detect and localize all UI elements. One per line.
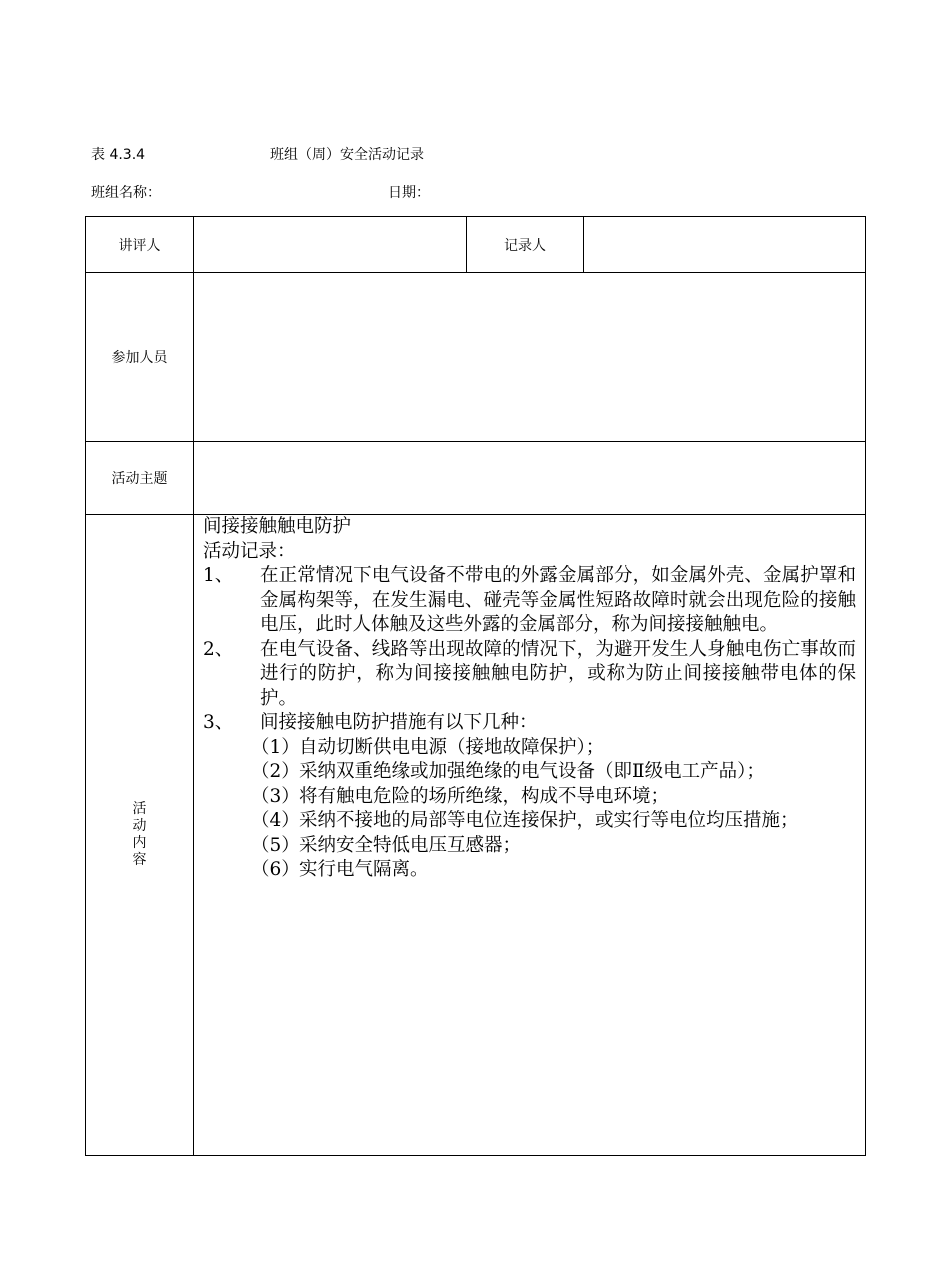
list-item-number: 1、 <box>203 565 234 586</box>
content-label-cell <box>86 515 194 1156</box>
list-item <box>203 564 856 638</box>
topic-row <box>86 442 866 515</box>
sub-item-text: 采纳双重绝缘或加强绝缘的电气设备（即Ⅱ级电工产品）； <box>299 761 765 782</box>
list-item-text: 在正常情况下电气设备不带电的外露金属部分，如金属外壳、金属护罩和金属构架等，在发生漏电、碰壳等金属性短路故障时就会出现危险的接触电压，此时人体触及这些外露的金属部分，称为间接接触触电。 <box>260 565 856 635</box>
sub-item-text: 采纳安全特低电压互感器； <box>299 834 522 856</box>
form-title: 班组（周）安全活动记录 <box>270 147 424 163</box>
content-field[interactable] <box>194 515 866 1156</box>
content-row <box>86 515 866 1156</box>
recorder-label: 记录人 <box>467 217 584 273</box>
sub-item-number: （4） <box>251 810 300 831</box>
sub-item-text: 实行电气隔离。 <box>299 859 429 880</box>
recorder-field[interactable] <box>584 217 866 273</box>
activity-record-table <box>85 216 866 1156</box>
sub-list-item <box>203 785 856 810</box>
content-label: 活动内容 <box>132 801 147 868</box>
sub-item-text: 将有触电危险的场所绝缘，构成不导电环境； <box>299 785 670 807</box>
sub-item-number: （3） <box>251 785 300 807</box>
content-title: 间接接触触电防护 <box>203 516 352 537</box>
participants-field[interactable] <box>194 273 866 442</box>
topic-label: 活动主题 <box>86 442 194 515</box>
topic-field[interactable] <box>194 442 866 515</box>
sub-item-text: 采纳不接地的局部等电位连接保护，或实行等电位均压措施； <box>299 810 799 831</box>
reviewer-field[interactable] <box>194 217 467 273</box>
list-item-number: 2、 <box>203 638 234 660</box>
list-item <box>203 711 856 736</box>
table-number: 表 4.3.4 <box>91 147 146 163</box>
sub-item-number: （5） <box>251 834 300 856</box>
sub-list-item <box>203 809 856 834</box>
content-subtitle: 活动记录： <box>203 540 296 562</box>
sub-item-number: （6） <box>251 859 300 880</box>
sub-list-item <box>203 736 856 761</box>
sub-item-number: （2） <box>251 761 300 782</box>
list-item <box>203 638 856 712</box>
sub-list-item <box>203 858 856 883</box>
reviewer-row <box>86 217 866 273</box>
list-item-text: 在电气设备、线路等出现故障的情况下，为避开发生人身触电伤亡事故而进行的防护，称为间接接触触电防护，或称为防止间接接触带电体的保护。 <box>260 638 856 709</box>
sub-list-item <box>203 760 856 785</box>
participants-row <box>86 273 866 442</box>
participants-label: 参加人员 <box>86 273 194 442</box>
list-item-number: 3、 <box>203 712 234 733</box>
sub-item-text: 自动切断供电电源（接地故障保护）； <box>299 736 605 758</box>
date-label: 日期： <box>388 185 430 201</box>
team-name-label: 班组名称： <box>91 185 161 201</box>
reviewer-label: 讲评人 <box>86 217 194 273</box>
list-item-text: 间接接触电防护措施有以下几种： <box>260 712 538 733</box>
sub-list-item <box>203 834 856 859</box>
sub-item-number: （1） <box>251 736 300 758</box>
